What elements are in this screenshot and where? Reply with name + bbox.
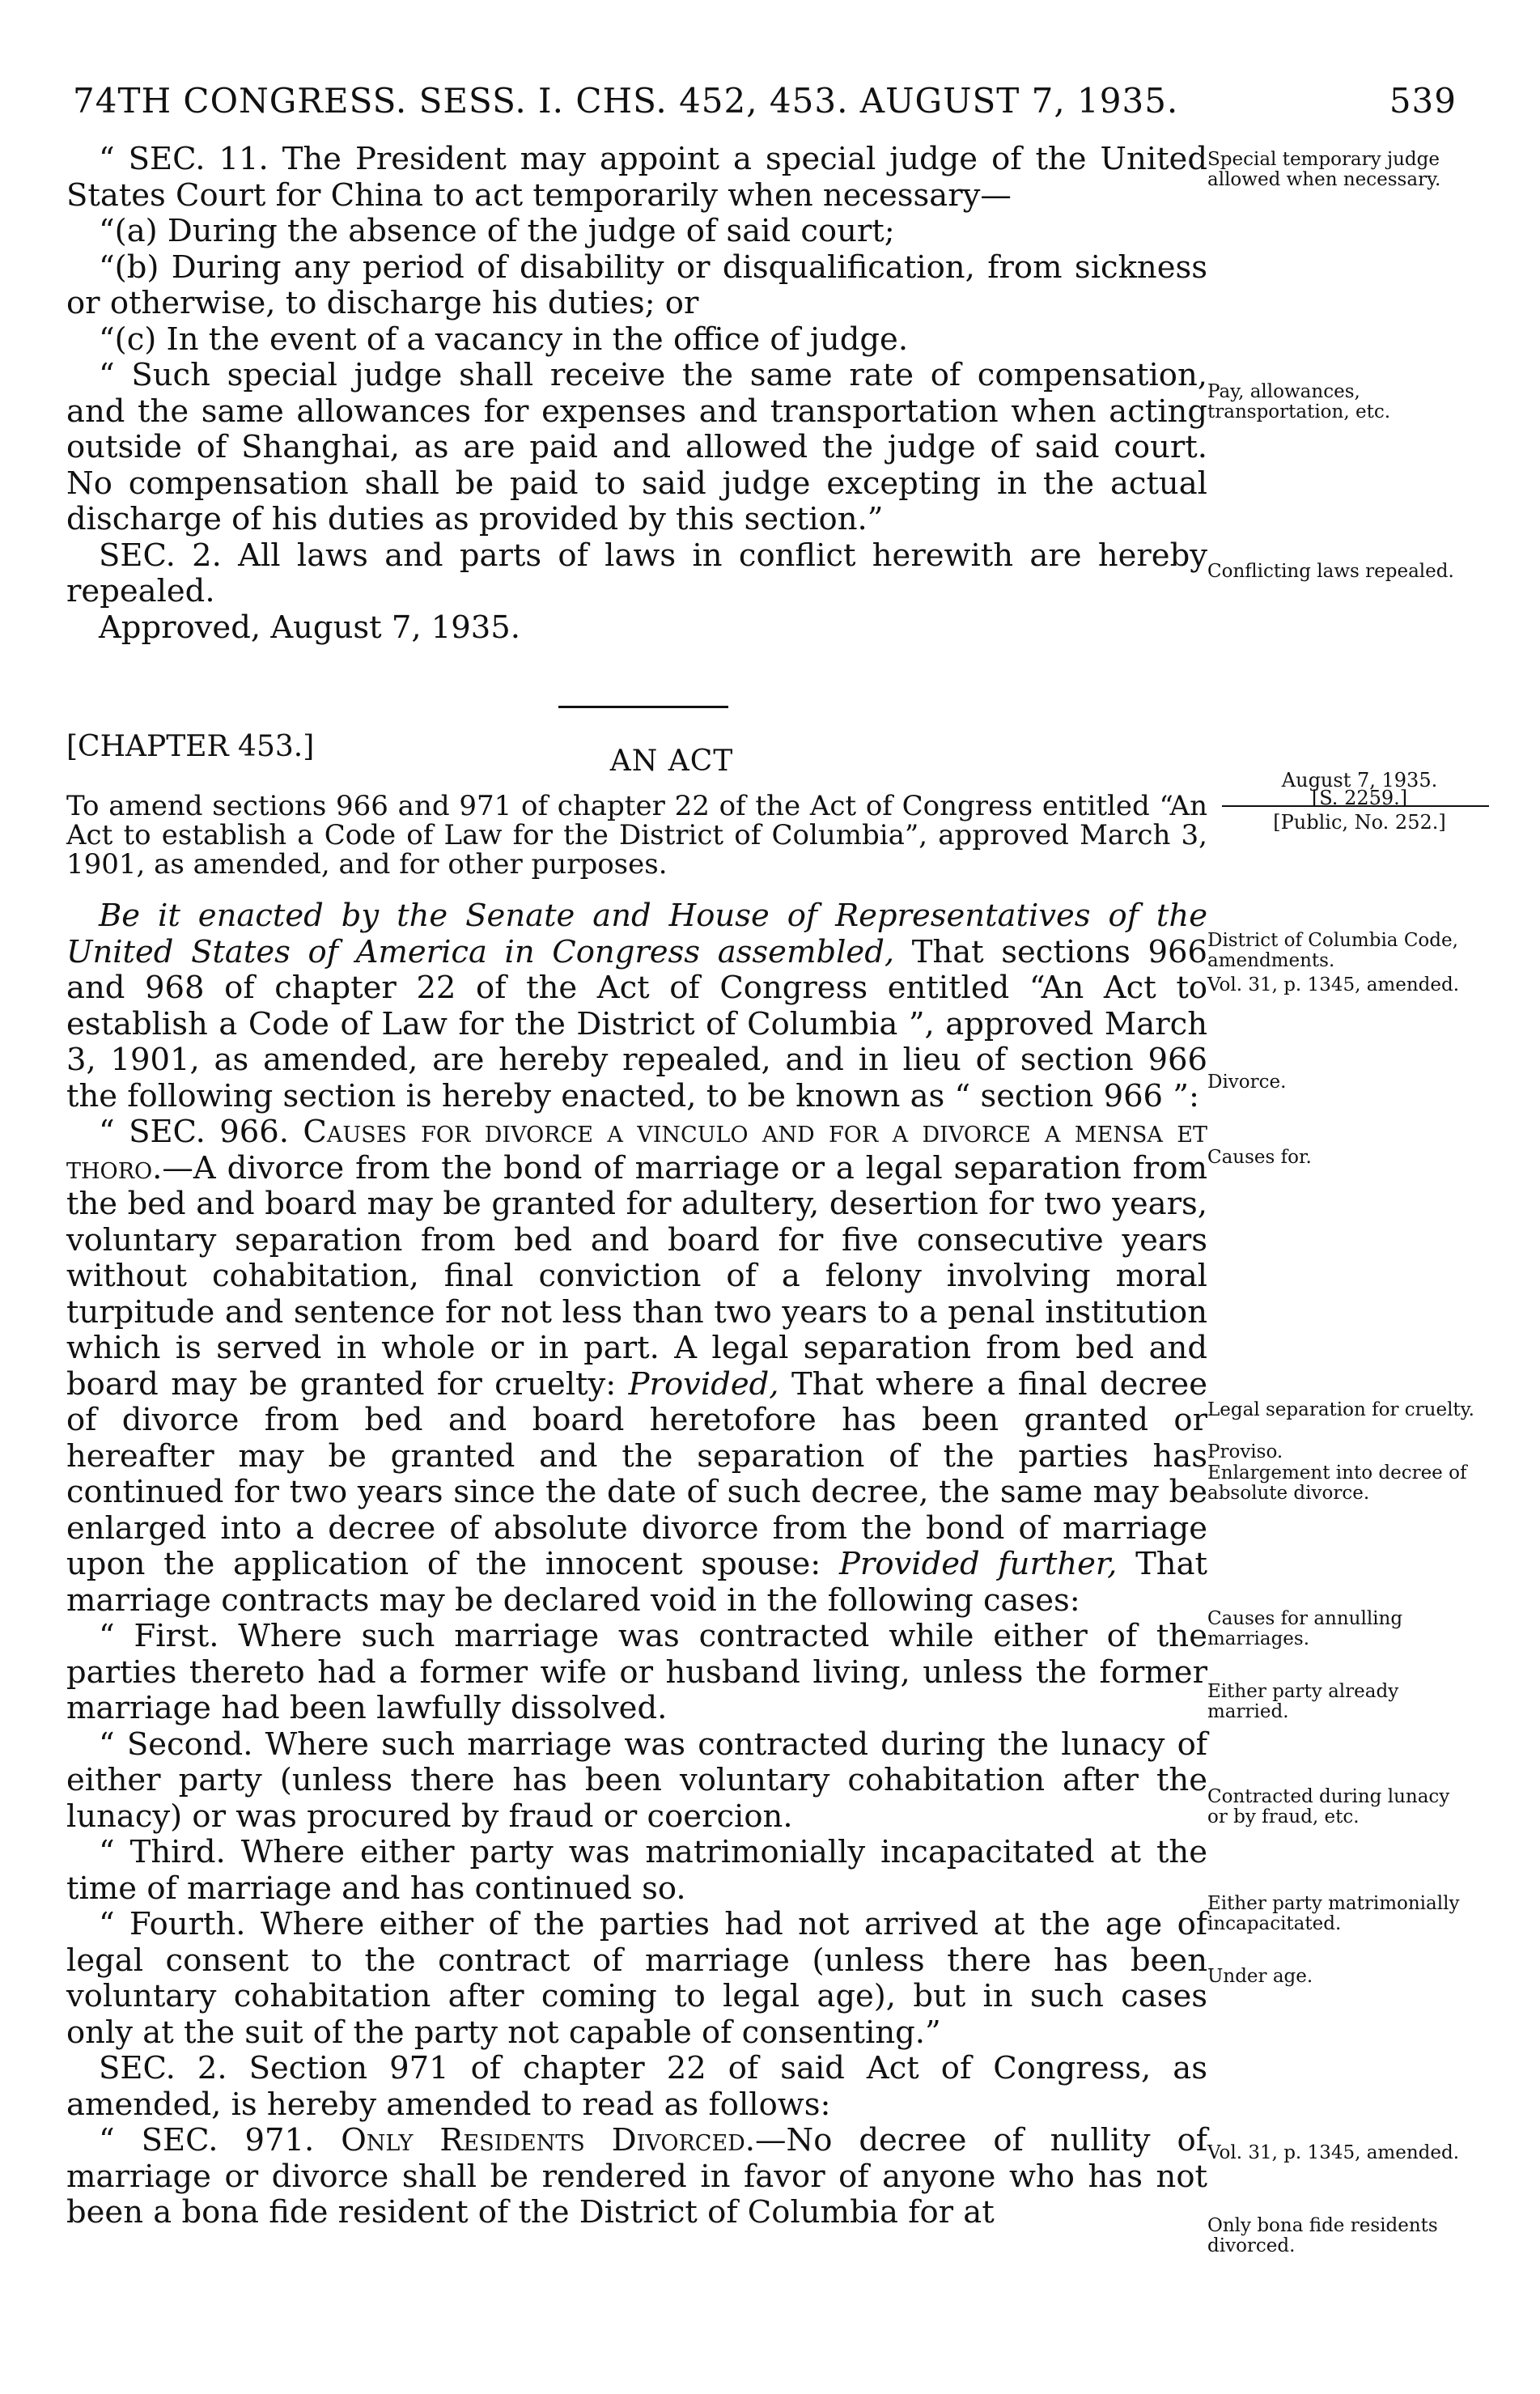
page-number: 539 [1389,81,1457,121]
sec-971-paragraph [66,2123,1207,2231]
sec-966-lead: “ SEC. 966. [99,1114,303,1150]
running-header [73,81,1457,129]
margin-note: Conflicting laws repealed. [1207,561,1454,582]
margin-note: Under age. [1207,1966,1313,1987]
case-second: “ Second. Where such marriage was contracted during the lunacy of either party (unless there has been voluntary cohabitation after the lunacy) or was procured by fraud or coercion. [66,1725,1207,1835]
case-third: “ Third. Where either party was matrimonially incapacitated at the time of marriage and has continued so. [66,1834,1207,1907]
approval-line: Approved, August 7, 1935. [99,609,521,646]
chapter-label: [CHAPTER 453.] [66,730,315,763]
margin-note: District of Columbia Code, amendments. [1207,930,1458,971]
compensation-paragraph: “ Such special judge shall receive the same rate of compensation, and the same allowances for expenses and transportation when acting outside of Shanghai, as are paid and allowed the judge of said court. No compensation shall be paid to said judge excepting in the actual discharge of his duties as provided by this section.” [66,357,1207,537]
margin-note: Special temporary judge allowed when necessary. [1207,149,1441,190]
act-title: To amend sections 966 and 971 of chapter 22 of the Act of Congress entitled “An Act to establish a Code of Law for the District of Columbia”, approved March 3, 1901, as amended, and for other purposes. [66,790,1207,881]
sec-966-body-2: That where a final decree of divorce from bed and board heretofore has been granted or hereafter may be granted and the separation of the parties has continued for two years since the date of such decree, the same may be enlarged into a decree of absolute divorce from the bond of marriage upon the application of the innocent spouse: [66,1365,1207,1582]
repeal-paragraph: SEC. 2. All laws and parts of laws in conflict herewith are hereby repealed. [66,537,1207,609]
margin-note: Vol. 31, p. 1345, amended. [1207,974,1460,995]
an-act-heading: AN ACT [609,745,734,778]
margin-note: Pay, allowances, transportation, etc. [1207,381,1391,422]
sec-2-paragraph: SEC. 2. Section 971 of chapter 22 of said Act of Congress, as amended, is hereby amended to read as follows: [66,2050,1207,2123]
chapter-divider [558,706,728,708]
sec-971-lead: “ SEC. 971. [99,2122,342,2158]
sec-971-heading: Only Residents Divorced. [341,2122,756,2158]
act-date: August 7, 1935. [1281,769,1438,792]
margin-note: Either party already married. [1207,1681,1399,1722]
reference-rule [1222,805,1489,807]
clause-c: “(c) In the event of a vacancy in the office of judge. [99,320,909,358]
margin-note: Proviso. [1207,1441,1283,1462]
margin-note: Vol. 31, p. 1345, amended. [1207,2142,1460,2163]
sec-971-body: —No decree of nullity of marriage or divorce shall be rendered in favor of anyone who has not been a bona fide resident of the District of Columbia for at [66,2122,1207,2231]
provided-further-label: Provided further, [839,1546,1118,1582]
enacting-paragraph [66,898,1207,1114]
enacting-rest: That sections 966 and 968 of chapter 22 of the Act of Congress entitled “An Act to establish a Code of Law for the District of Columbia ”, approved March 3, 1901, as amended, are hereby repealed, and in lieu of section 966 the following section is hereby enacted, to be known as “ section 966 ”: [66,933,1207,1114]
sec-966-body-3: That marriage contracts may be declared void in the following cases: [66,1546,1207,1619]
chapter-452-text [66,142,1207,646]
margin-note: Only bona fide residents divorced. [1207,2215,1438,2256]
sec-966-paragraph [66,1114,1207,1619]
margin-note: Divorce. [1207,1072,1287,1093]
clause-b: “(b) During any period of disability or disqualification, from sickness or otherwise, to discharge his duties; or [66,248,1207,321]
margin-note: Either party matrimonially incapacitated. [1207,1893,1460,1934]
margin-note: Enlargement into decree of absolute divorce. [1207,1462,1467,1504]
running-head: 74TH CONGRESS. SESS. I. CHS. 452, 453. AUGUST 7, 1935. [73,81,1179,121]
margin-note: Causes for. [1207,1147,1312,1168]
margin-note: Causes for annulling marriages. [1207,1608,1403,1649]
sec-11-paragraph: “ SEC. 11. The President may appoint a special judge of the United States Court for China to act temporarily when necessary— [66,141,1207,214]
senate-bill: [S. 2259.] [1311,787,1408,809]
margin-note: Contracted during lunacy or by fraud, etc. [1207,1786,1450,1827]
public-law: [Public, No. 252.] [1273,811,1446,834]
clause-a: “(a) During the absence of the judge of said court; [99,213,895,249]
case-first: “ First. Where such marriage was contracted while either of the parties thereto had a former wife or husband living, unless the former marriage had been lawfully dissolved. [66,1618,1207,1726]
chapter-453-text [66,898,1207,2231]
provided-label: Provided, [628,1365,779,1403]
margin-note: Legal separation for cruelty. [1207,1399,1474,1420]
sec-966-heading: Causes for divorce a vinculo and for a divorce a mensa et thoro. [66,1114,1208,1186]
enacting-clause: Be it enacted by the Senate and House of Representatives of the United States of America in Congress assembled, [66,898,1207,970]
case-fourth: “ Fourth. Where either of the parties had not arrived at the age of legal consent to the contract of marriage (unless there has been voluntary cohabitation after coming to legal age), but in such cases only at the suit of the party not capable of consenting.” [66,1906,1207,2051]
sec-966-body-1: —A divorce from the bond of marriage or a legal separation from the bed and board may be granted for adultery, desertion for two years, voluntary separation from bed and board for five consecutive years without cohabitation, final conviction of a felony involving moral turpitude and sentence for not less than two years to a penal institution which is served in whole or in part. A legal separation from bed and board may be granted for cruelty: [66,1149,1207,1403]
